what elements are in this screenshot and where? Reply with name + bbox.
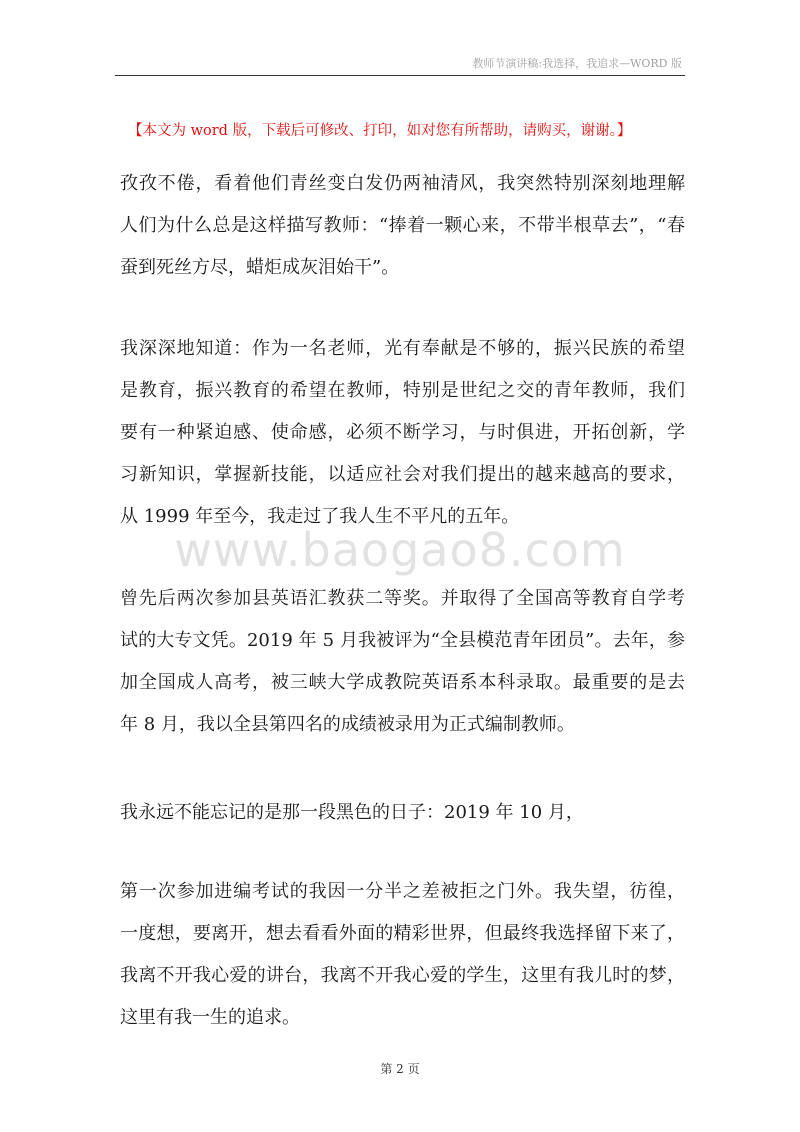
watermark: www.baogao8.com — [174, 523, 626, 577]
paragraph-line: 蚕到死丝方尽，蜡炬成灰泪始干”。 — [120, 257, 400, 278]
paragraph-line: 一度想，要离开，想去看看外面的精彩世界，但最终我选择留下来了， — [120, 923, 685, 944]
paragraph-line: 是教育，振兴教育的希望在教师，特别是世纪之交的青年教师，我们 — [120, 380, 685, 401]
header-divider — [115, 75, 685, 76]
paragraph-line: 加全国成人高考，被三峡大学成教院英语系本科录取。最重要的是去 — [120, 672, 685, 693]
paragraph-5 — [120, 871, 685, 1039]
paragraph-line: 年 8 月，我以全县第四名的成绩被录用为正式编制教师。 — [120, 714, 575, 735]
paragraph-3 — [120, 578, 685, 746]
paragraph-line: 我永远不能忘记的是那一段黑色的日子：2019 年 10 月， — [120, 802, 584, 823]
paragraph-line: 我离不开我心爱的讲台，我离不开我心爱的学生，这里有我儿时的梦， — [120, 965, 685, 986]
paragraph-line: 这里有我一生的追求。 — [120, 1007, 300, 1028]
download-notice: 【本文为 word 版，下载后可修改、打印，如对您有所帮助，请购买，谢谢。】 — [128, 123, 632, 139]
paragraph-2 — [120, 328, 685, 538]
header-title: 教师节演讲稿:我选择，我追求—WORD 版 — [472, 57, 682, 70]
paragraph-line: 要有一种紧迫感、使命感，必须不断学习，与时俱进，开拓创新，学 — [120, 422, 685, 443]
paragraph-line: 第一次参加进编考试的我因一分半之差被拒之门外。我失望，彷徨， — [120, 881, 685, 902]
paragraph-line: 习新知识，掌握新技能，以适应社会对我们提出的越来越高的要求， — [120, 464, 685, 485]
paragraph-1 — [120, 163, 685, 289]
page-number: 第 2 页 — [380, 1062, 420, 1076]
paragraph-line: 曾先后两次参加县英语汇教获二等奖。并取得了全国高等教育自学考 — [120, 588, 685, 609]
paragraph-line: 从 1999 年至今，我走过了我人生不平凡的五年。 — [120, 506, 520, 527]
paragraph-line: 人们为什么总是这样描写教师：“捧着一颗心来，不带半根草去”，“春 — [120, 215, 685, 236]
paragraph-line: 我深深地知道：作为一名老师，光有奉献是不够的，振兴民族的希望 — [120, 338, 685, 359]
paragraph-line: 试的大专文凭。2019 年 5 月我被评为“全县模范青年团员”。去年，参 — [120, 630, 685, 651]
paragraph-4 — [120, 792, 685, 834]
paragraph-line: 孜孜不倦，看着他们青丝变白发仍两袖清风，我突然特别深刻地理解 — [120, 173, 685, 194]
